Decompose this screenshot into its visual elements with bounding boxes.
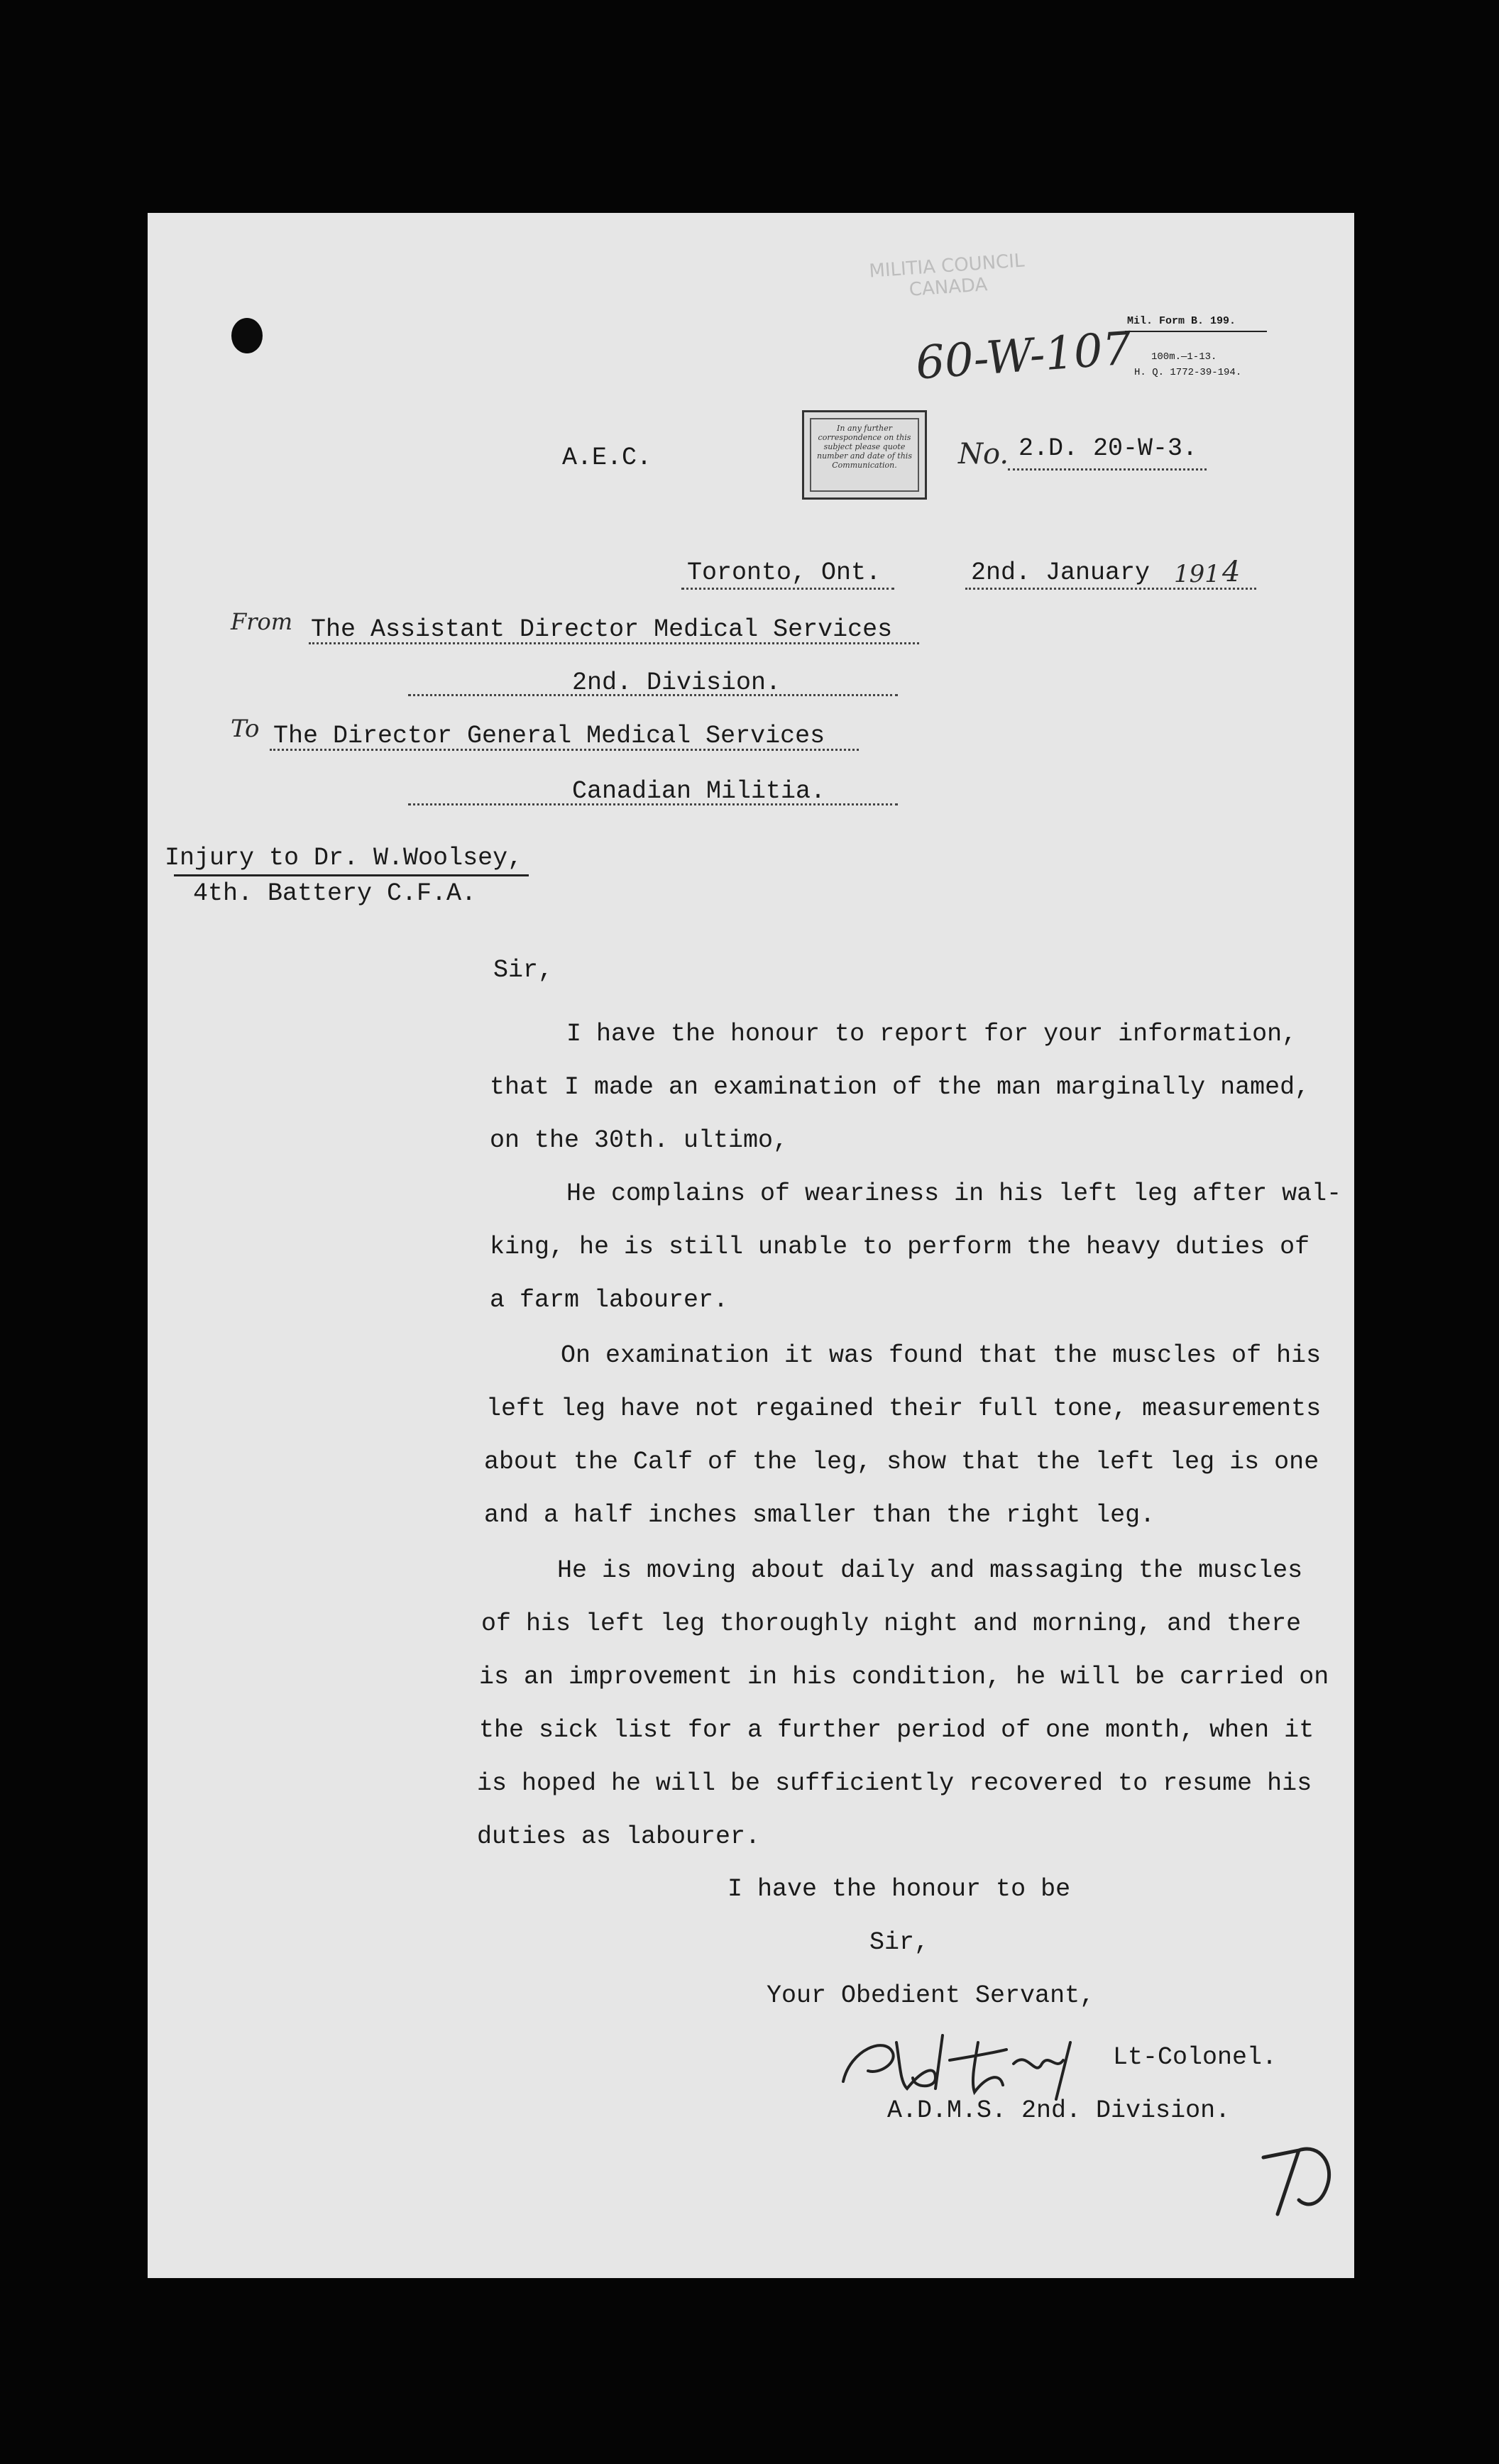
body-line: is an improvement in his condition, he will be carried on	[479, 1663, 1329, 1691]
form-hq-number: H. Q. 1772-39-194.	[1134, 367, 1242, 378]
body-line: duties as labourer.	[477, 1822, 761, 1851]
to-line-1: The Director General Medical Services	[273, 722, 825, 750]
number-label: No.	[958, 438, 1009, 471]
to-line-2: Canadian Militia.	[572, 777, 826, 805]
closing-line-2: Sir,	[869, 1928, 930, 1957]
body-line: about the Calf of the leg, show that the left leg is one	[484, 1448, 1319, 1476]
body-line: He complains of weariness in his left leg after wal-	[566, 1179, 1342, 1208]
signatory-rank: Lt-Colonel.	[1113, 2043, 1278, 2072]
place-dots	[681, 588, 894, 590]
date-dots	[965, 588, 1256, 590]
body-line: that I made an examination of the man marginally named,	[490, 1073, 1310, 1101]
form-label: Mil. Form B. 199.	[1127, 315, 1236, 327]
from-line-1-dots	[309, 642, 919, 644]
from-line-2-dots	[408, 694, 898, 696]
letter-date: 2nd. January	[971, 559, 1151, 587]
subject-underline	[174, 874, 529, 876]
quote-reference-text: In any further correspondence on this subject please quote number and date of this Communication.	[810, 418, 919, 492]
closing-line-3: Your Obedient Servant,	[767, 1981, 1095, 2010]
office-code: A.E.C.	[562, 444, 652, 472]
closing-line-1: I have the honour to be	[727, 1875, 1071, 1903]
to-line-1-dots	[270, 749, 859, 751]
to-line-2-dots	[408, 803, 898, 805]
body-line: On examination it was found that the muscles of his	[561, 1341, 1322, 1370]
file-number-handwritten: 60-W-107	[913, 322, 1133, 390]
subject-line-2: 4th. Battery C.F.A.	[193, 879, 477, 908]
salutation: Sir,	[493, 956, 554, 984]
letter-year-handwritten: 4	[1222, 556, 1241, 588]
quote-reference-box	[802, 410, 927, 500]
body-line: left leg have not regained their full tone, measurements	[486, 1395, 1322, 1423]
signature	[829, 2021, 1127, 2106]
reference-number-dots	[1008, 468, 1207, 471]
subject-line-1: Injury to Dr. W.Woolsey,	[165, 844, 523, 872]
corner-handwritten-mark	[1249, 2129, 1341, 2228]
body-line: is hoped he will be sufficiently recovered to resume his	[477, 1769, 1312, 1798]
body-line: on the 30th. ultimo,	[490, 1126, 789, 1155]
signatory-title: A.D.M.S. 2nd. Division.	[887, 2096, 1231, 2125]
letter-year-print: 191	[1174, 560, 1220, 588]
letter-place: Toronto, Ont.	[687, 559, 882, 587]
reference-number: 2.D. 20-W-3.	[1018, 434, 1198, 463]
body-line: the sick list for a further period of one month, when it	[479, 1716, 1314, 1744]
body-line: I have the honour to report for your information,	[566, 1020, 1297, 1048]
from-line-2: 2nd. Division.	[572, 669, 781, 697]
body-line: a farm labourer.	[490, 1286, 729, 1314]
to-label: To	[231, 715, 260, 743]
punch-hole	[231, 318, 263, 353]
body-line: king, he is still unable to perform the heavy duties of	[490, 1233, 1310, 1261]
from-line-1: The Assistant Director Medical Services	[311, 615, 893, 644]
body-line: He is moving about daily and massaging the muscles	[557, 1556, 1303, 1585]
received-stamp-text: MILITIA COUNCIL CANADA	[868, 250, 1026, 301]
from-label: From	[231, 608, 293, 635]
form-print-run: 100m.—1-13.	[1151, 351, 1217, 363]
body-line: and a half inches smaller than the right leg.	[484, 1501, 1155, 1529]
form-label-rule	[1125, 331, 1267, 332]
body-line: of his left leg thoroughly night and morning, and there	[481, 1610, 1302, 1638]
